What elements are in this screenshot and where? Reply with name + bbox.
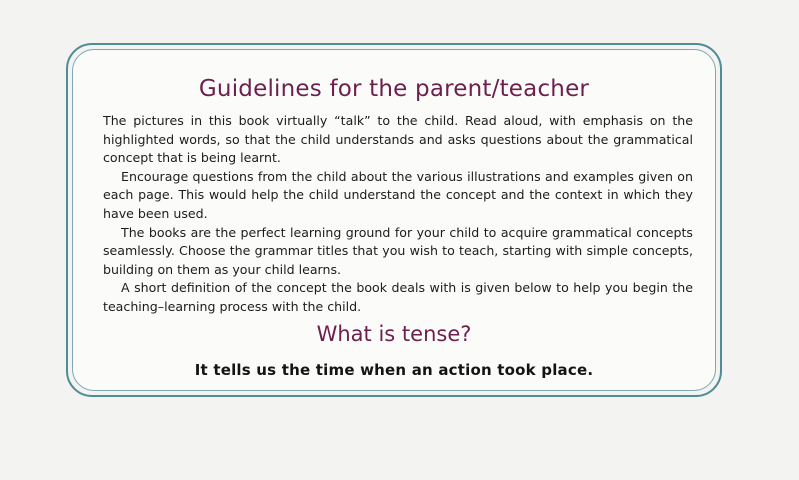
page-frame — [66, 43, 722, 397]
guidelines-paragraph-4: A short definition of the concept the book deals with is given below to help you begin the teaching–learning process with the child. — [103, 280, 693, 314]
page-frame-inner — [72, 49, 716, 391]
guidelines-body — [103, 112, 693, 317]
guidelines-paragraph-1: The pictures in this book virtually “talk” to the child. Read aloud, with emphasis on the highlighted words, so that the child understands and asks questions about the grammatical concept that is being learnt. — [103, 113, 693, 166]
page-title: Guidelines for the parent/teacher — [198, 76, 590, 102]
tense-definition: It tells us the time when an action took place. — [194, 361, 594, 379]
section-subheading: What is tense? — [316, 322, 472, 346]
guidelines-paragraph-2: Encourage questions from the child about the various illustrations and examples given on each page. This would help the child understand the concept and the context in which they have been used. — [103, 168, 693, 221]
guidelines-paragraph-3: The books are the perfect learning ground for your child to acquire grammatical concepts seamlessly. Choose the grammar titles that you wish to teach, starting with simple concepts, building on them as your child learns. — [103, 224, 693, 277]
